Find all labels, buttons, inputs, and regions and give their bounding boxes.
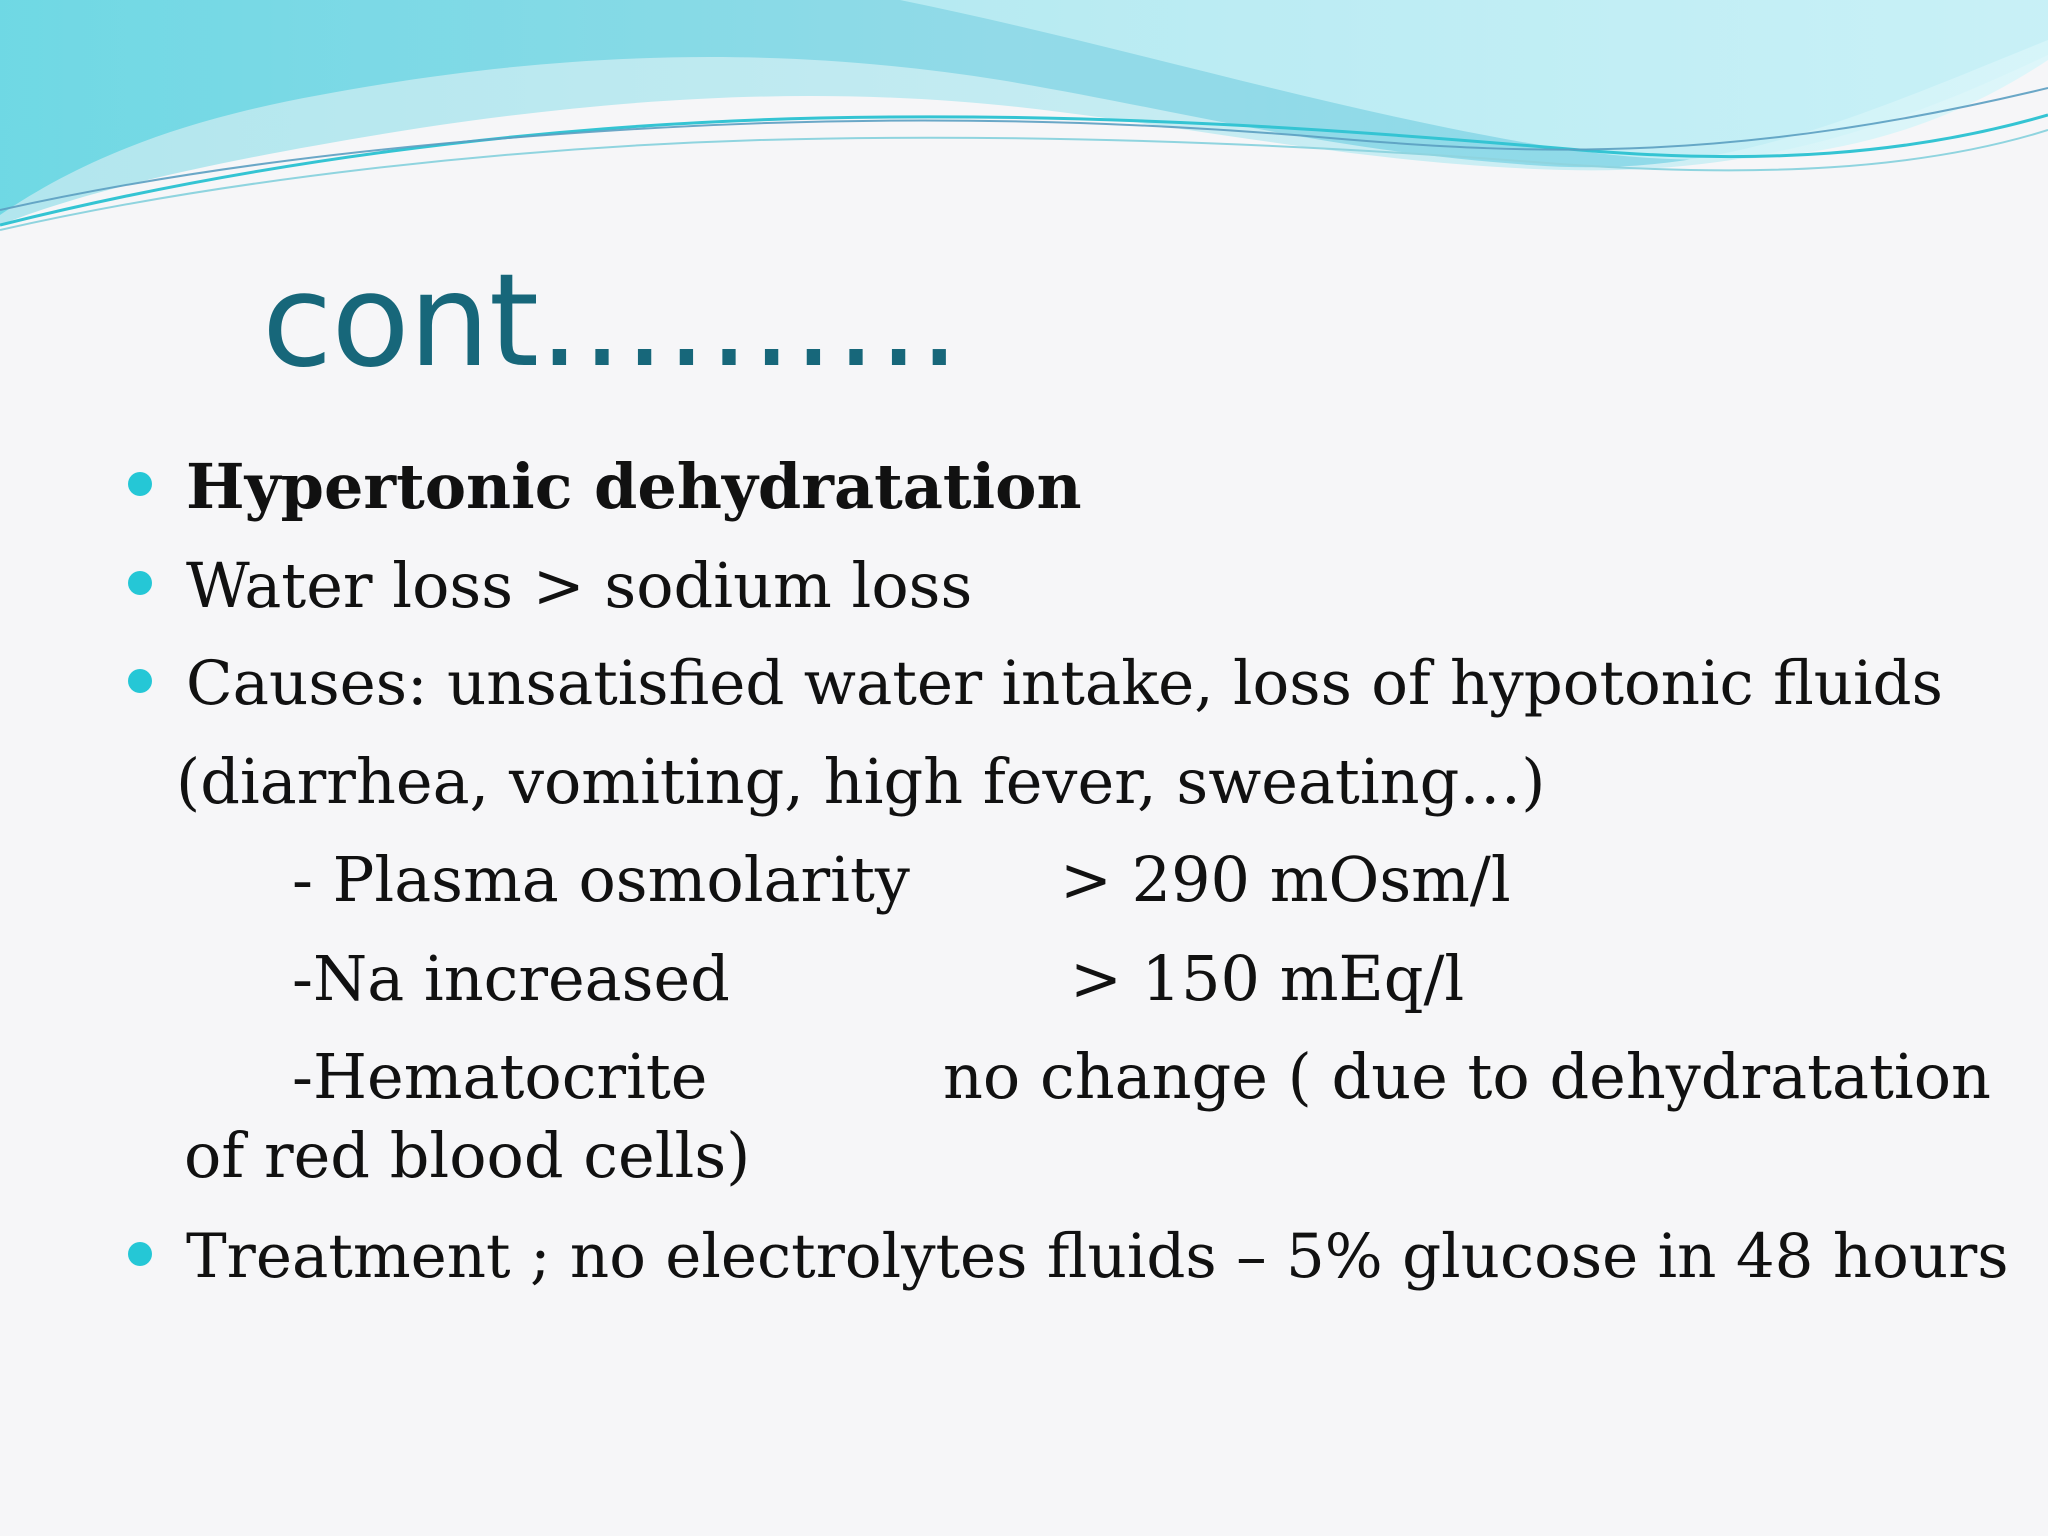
bullet-icon bbox=[128, 669, 152, 693]
sub-value-na-increased: > 150 mEq/l bbox=[1070, 942, 1465, 1015]
bullet-icon bbox=[128, 472, 152, 496]
bullet-text-hypertonic-dehydratation: Hypertonic dehydratation bbox=[186, 450, 1082, 523]
sub-label-plasma-osmolarity: - Plasma osmolarity bbox=[292, 843, 910, 916]
bullet-icon bbox=[128, 1242, 152, 1266]
sub-label-hematocrite: -Hematocrite bbox=[292, 1040, 708, 1113]
bullet-text-treatment: Treatment ; no electrolytes fluids – 5% glucose in 48 hours bbox=[186, 1221, 2009, 1292]
sub-value-hematocrite: no change ( due to dehydratation bbox=[943, 1040, 1991, 1113]
bullet-text-causes: Causes: unsatisfied water intake, loss of hypotonic fluids bbox=[186, 648, 1943, 719]
causes-continuation: (diarrhea, vomiting, high fever, sweating…) bbox=[176, 745, 1546, 818]
slide-title: cont………. bbox=[262, 247, 959, 396]
sub-label-na-increased: -Na increased bbox=[292, 942, 730, 1015]
sub-value-plasma-osmolarity: > 290 mOsm/l bbox=[1060, 843, 1511, 916]
decorative-wave-header bbox=[0, 0, 2048, 240]
bullet-icon bbox=[128, 571, 152, 595]
hematocrite-continuation: of red blood cells) bbox=[184, 1119, 751, 1192]
bullet-text-water-loss: Water loss > sodium loss bbox=[186, 549, 973, 622]
